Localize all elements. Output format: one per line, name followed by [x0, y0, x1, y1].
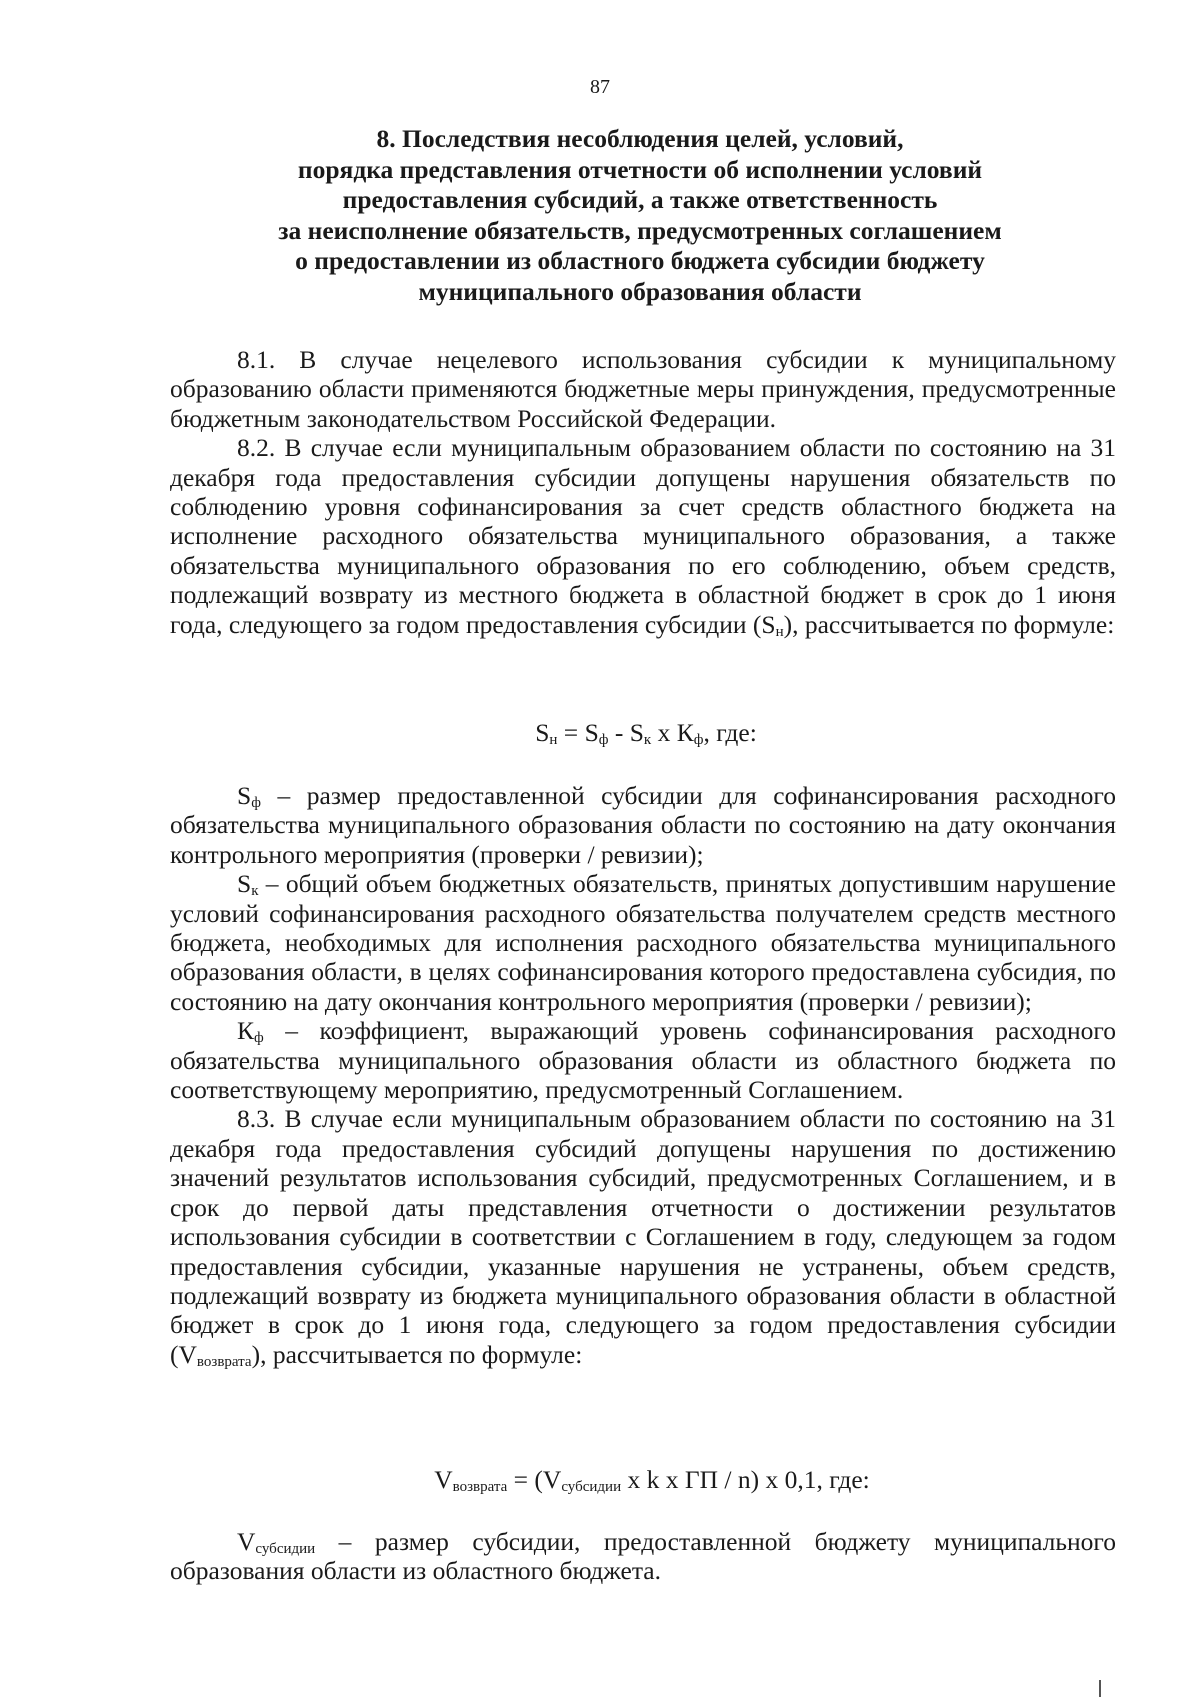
scan-mark	[1099, 1680, 1101, 1697]
definition-kf: $К_ф$ – коэффициент, выражающий уровень софинансирования расходного обязательства муниципального образования области из областного бюджета по соответствующему мероприятию, предусмотренный Соглашением.	[170, 1016, 1116, 1105]
formula-v-return: $V_{возврата} = (V_{субсидии}$ x k x ГП / n) x 0,1, где:	[434, 1465, 870, 1495]
paragraph-8-3: 8.3. В случае если муниципальным образованием области по состоянию на 31 декабря года предоставления субсидий допущены нарушения по достижению значений результатов использования субсидий, предусмотренных Соглашением, и в срок до первой даты представления отчетности о достижении результатов использования субсидии в соответствии с Соглашением в году, следующем за годом предоставления субсидии, указанные нарушения не устранены, объем средств, подлежащий возврату из бюджета муниципального образования области в областной бюджет в срок до 1 июня года, следующего за годом предоставления субсидии $(V_{возврата})$, рассчитывается по формуле:	[170, 1104, 1116, 1370]
section-heading	[160, 124, 1120, 307]
body-block-3	[170, 1527, 1116, 1586]
heading-line: за неисполнение обязательств, предусмотренных соглашением	[278, 215, 1002, 245]
heading-line: предоставления субсидий, а также ответственность	[342, 185, 938, 214]
definition-sf: $S_ф$ – размер предоставленной субсидии для софинансирования расходного обязательства муниципального образования области по состоянию на дату окончания контрольного мероприятия (проверки / ревизии);	[170, 781, 1116, 869]
heading-line: порядка представления отчетности об исполнении условий	[297, 154, 983, 184]
paragraph-8-2: 8.2. В случае если муниципальным образованием области по состоянию на 31 декабря года предоставления субсидии допущены нарушения обязательств по соблюдению уровня софинансирования за счет средств областного бюджета на исполнение расходного обязательства муниципального образования, а также обязательства муниципального образования по его соблюдению, объем средств, подлежащий возврату из местного бюджета в областной бюджет в срок до 1 июня года, следующего за годом предоставления субсидии $(S_н)$, рассчитывается по формуле:	[170, 433, 1116, 640]
definition-sk: $S_к$ – общий объем бюджетных обязательств, принятых допустившим нарушение условий софинансирования расходного обязательства получателем средств местного бюджета, необходимых для исполнения расходного обязательства муниципального образования области, в целях софинансирования которого предоставлена субсидия, по состоянию на дату окончания контрольного мероприятия (проверки / ревизии);	[170, 869, 1116, 1016]
definition-v-subsidy: $V_{субсидии}$ – размер субсидии, предоставленной бюджету муниципального образования области из областного бюджета.	[170, 1527, 1116, 1586]
paragraph-8-1: 8.1. В случае нецелевого использования субсидии к муниципальному образованию области применяются бюджетные меры принуждения, предусмотренные бюджетным законодательством Российской Федерации.	[170, 345, 1116, 433]
body-block-1	[170, 345, 1116, 639]
page-number: 87	[590, 76, 610, 98]
heading-line: муниципального образования области	[418, 276, 862, 306]
formula-sn: $S_н = S_ф - S_к$ x $К_ф$, где:	[535, 718, 757, 748]
body-block-2	[170, 781, 1116, 1369]
heading-line: 8. Последствия несоблюдения целей, условий,	[376, 124, 904, 153]
heading-line: о предоставлении из областного бюджета субсидии бюджету	[295, 246, 985, 275]
